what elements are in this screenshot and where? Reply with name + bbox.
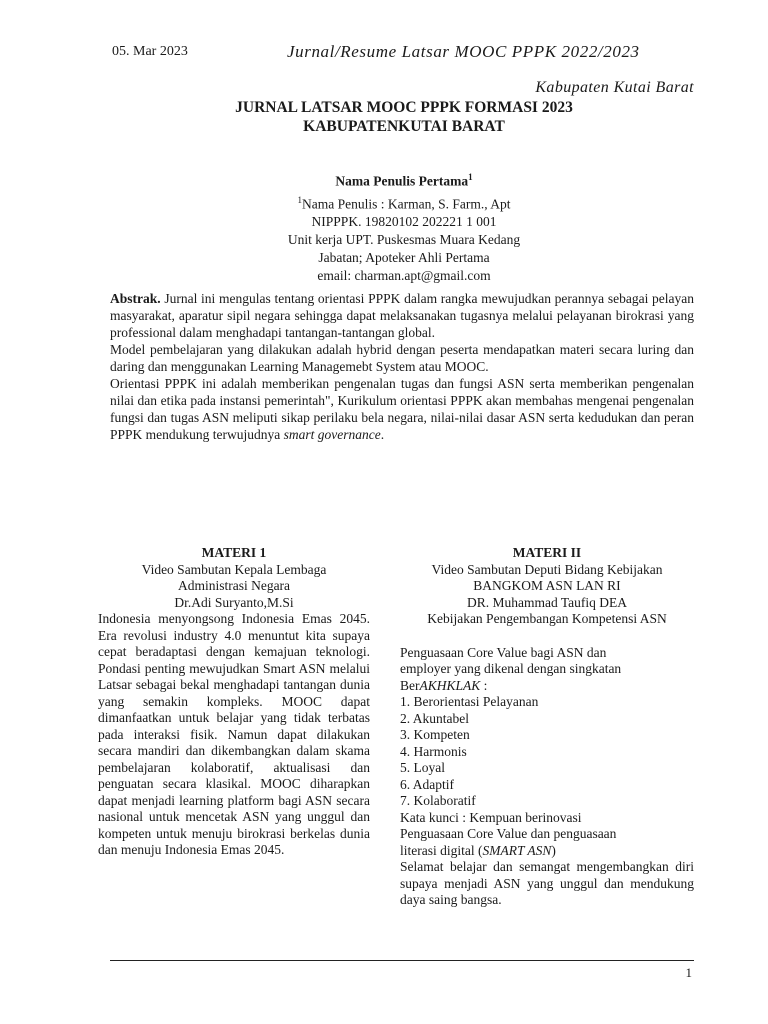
materi-2-subtitle-2: BANGKOM ASN LAN RI — [473, 578, 621, 593]
materi-1-column — [98, 545, 370, 859]
author-unit: Unit kerja UPT. Puskesmas Muara Kedang — [287, 232, 521, 247]
list-item: 2. Akuntabel — [400, 710, 469, 726]
author-email: email: charman.apt@gmail.com — [317, 268, 491, 283]
header-date: 05. Mar 2023 — [112, 44, 188, 59]
list-item: 6. Adaptif — [400, 776, 454, 792]
materi-2-keyword: Kata kunci : Kempuan berinovasi — [400, 809, 582, 825]
abstract-paragraph-2: Model pembelajaran yang dilakukan adalah hybrid dengan peserta mendapatkan materi secara luring dan daring dan menggunakan Learning Managemebt System atau MOOC. — [110, 342, 694, 374]
materi-1-heading: MATERI 1 — [201, 545, 267, 560]
author-nip: NIPPPK. 19820102 202221 1 001 — [311, 214, 497, 229]
document-title-line-1: JURNAL LATSAR MOOC PPPK FORMASI 2023 — [235, 99, 573, 116]
materi-2-core-1: Penguasaan Core Value dan penguasaan — [400, 826, 617, 841]
header-journal-title: Jurnal/Resume Latsar MOOC PPPK 2022/2023 — [287, 42, 640, 61]
abstract-paragraph-1: Abstrak. Jurnal ini mengulas tentang orientasi PPPK dalam rangka mewujudkan perannya sebagai pelayan masyarakat, aparatur sipil negara sehingga dapat melaksanakan tugasnya melalui pelayanan birokrasi yang professional dalam menghadapi tantangan-tantangan global. — [110, 291, 695, 340]
author-name: $^1$Nama Penulis : Karman, S. Farm., Apt — [297, 194, 511, 211]
page-number: 1 — [685, 965, 692, 980]
author-jabatan: Jabatan; Apoteker Ahli Pertama — [318, 250, 490, 265]
materi-2-column — [400, 545, 694, 909]
list-item: 7. Kolaboratif — [400, 793, 476, 808]
footer-rule — [110, 960, 694, 961]
materi-2-intro-1: Penguasaan Core Value bagi ASN dan — [400, 644, 607, 660]
core-value-list — [400, 694, 694, 810]
materi-2-intro-3: BerAKHKLAK : — [400, 677, 488, 693]
author-block — [0, 168, 768, 285]
materi-1-body: Indonesia menyongsong Indonesia Emas 2045. Era revolusi industry 4.0 menuntut kita supaya cepat beradaptasi dengan kemajuan teknologi. Pondasi penting mewujudkan Smart ASN melalui Latsar sebagai bekal menghadapi tantangan dunia yang semakin kompleks. MOOC dapat dimanfaatkan untuk belajar yang tidak terbatas pada interaksi fisik. Namun dapat dilakukan secara mandiri dan dikembangkan dalam skama pembelajaran kolaboratif, aktualisasi dan penguatan secara klasikal. MOOC diharapkan dapat menjadi learning platform bagi ASN secara nasional untuk mencetak ASN yang unggul dan kompeten untuk menuju birokrasi berkelas dunia dan menuju Indonesia Emas 2045. — [98, 611, 370, 857]
list-item: 3. Kompeten — [400, 727, 470, 742]
materi-1-subtitle-1: Video Sambutan Kepala Lembaga — [141, 561, 327, 577]
materi-2-subtitle-4: Kebijakan Pengembangan Kompetensi ASN — [427, 611, 667, 626]
author-heading: Nama Penulis Pertama$^1$ — [335, 172, 473, 189]
materi-2-intro-2: employer yang dikenal dengan singkatan — [400, 661, 622, 676]
list-item: 5. Loyal — [400, 760, 445, 775]
list-item: 4. Harmonis — [400, 743, 467, 759]
abstract-paragraph-3: Orientasi PPPK ini adalah memberikan pengenalan tugas dan fungsi ASN serta memberikan pengenalan nilai dan etika pada instansi pemerintah", Kurikulum orientasi PPPK akan membahas mengenai pengenalan fungsi dan tugas ASN meliputi sikap perilaku bela negara, nilai-nilai dasar ASN serta kedudukan dan peran PPPK mendukung terwujudnya smart governance. — [110, 376, 694, 442]
abstract — [110, 290, 694, 443]
materi-1-speaker: Dr.Adi Suryanto,M.Si — [174, 594, 294, 610]
document-title-line-2: KABUPATENKUTAI BARAT — [303, 118, 505, 135]
materi-2-subtitle-1: Video Sambutan Deputi Bidang Kebijakan — [431, 561, 663, 577]
header-region: Kabupaten Kutai Barat — [535, 79, 694, 96]
abstract-label: Abstrak. — [110, 291, 161, 306]
materi-1-subtitle-2: Administrasi Negara — [177, 578, 291, 593]
materi-2-closing: Selamat belajar dan semangat mengembangkan diri supaya menjadi ASN yang unggul dan mendukung daya saing bangsa. — [400, 859, 694, 907]
materi-2-core-2: literasi digital (SMART ASN) — [400, 842, 556, 858]
materi-2-speaker: DR. Muhammad Taufiq DEA — [466, 594, 628, 610]
materi-2-heading: MATERI II — [512, 545, 582, 560]
list-item: 1. Berorientasi Pelayanan — [400, 694, 539, 709]
